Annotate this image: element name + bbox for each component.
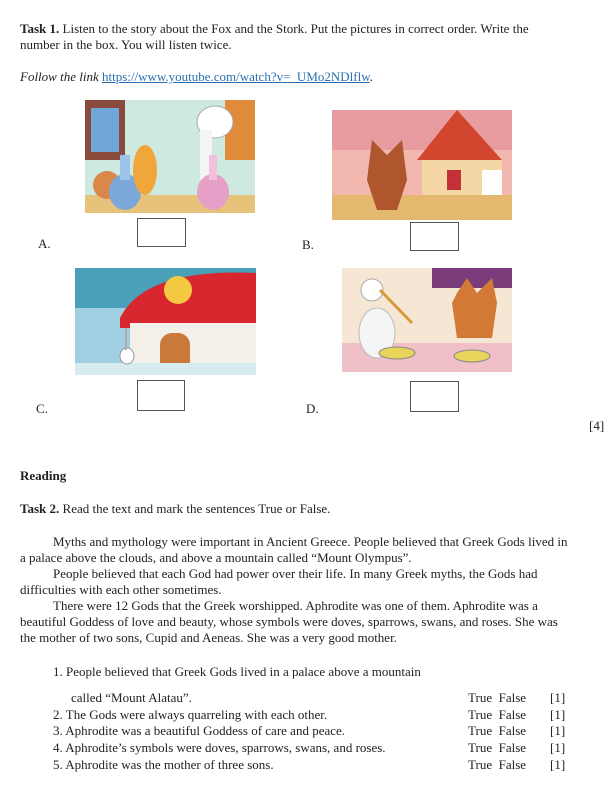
paragraph-line: difficulties with each other sometimes.	[20, 582, 222, 597]
paragraph-line: the mother of two sons, Cupid and Aeneas. She was a very good mother.	[20, 630, 397, 645]
answer-box-a[interactable]	[137, 218, 186, 247]
task1-instructions	[20, 21, 529, 37]
link-suffix: .	[369, 69, 373, 84]
statement-2-text: 2. The Gods were always quarreling with each other.	[53, 707, 328, 722]
youtube-link[interactable]: https://www.youtube.com/watch?v=_UMo2NDlflw	[101, 69, 370, 84]
picture-b-illustration	[332, 110, 512, 220]
false-option[interactable]: False	[498, 740, 527, 755]
picture-label-b: B.	[302, 237, 314, 252]
answer-box-d[interactable]	[410, 381, 459, 412]
picture-label-a: A.	[38, 236, 51, 251]
paragraph-line: beautiful Goddess of love and beauty, whose symbols were doves, sparrows, swans, and roses. She was	[20, 614, 558, 629]
answer-box-c[interactable]	[137, 380, 185, 411]
picture-b-fox-at-house	[332, 110, 512, 220]
task1-label: Task 1.	[20, 21, 60, 36]
task2-label: Task 2.	[20, 501, 60, 516]
picture-d-stork-and-fox-dinner	[342, 268, 512, 372]
task1-text-line2: number in the box. You will listen twice.	[20, 37, 232, 52]
statement-1-text-cont: called “Mount Alatau”.	[71, 690, 192, 705]
task1-text-line1: Listen to the story about the Fox and the Stork. Put the pictures in correct order. Write the	[62, 21, 529, 36]
picture-a-illustration	[85, 100, 255, 213]
true-option[interactable]: True	[468, 723, 493, 738]
true-option[interactable]: True	[468, 740, 493, 755]
follow-link-line	[20, 69, 373, 85]
statement-5-text: 5. Aphrodite was the mother of three sons.	[53, 757, 274, 772]
true-option[interactable]: True	[468, 757, 493, 772]
task2-instructions	[20, 501, 330, 517]
statement-mark: [1]	[550, 757, 566, 772]
answer-box-b[interactable]	[410, 222, 459, 251]
false-option[interactable]: False	[498, 757, 527, 772]
follow-prefix: Follow the link	[20, 69, 99, 84]
task1-marks: [4]	[589, 418, 605, 433]
statement-mark: [1]	[550, 740, 566, 755]
statement-mark: [1]	[550, 707, 566, 722]
picture-label-c: C.	[36, 401, 48, 416]
false-option[interactable]: False	[498, 723, 527, 738]
false-option[interactable]: False	[498, 690, 527, 705]
picture-d-illustration	[342, 268, 512, 372]
picture-a-fox-and-stork-vases	[85, 100, 255, 213]
true-option[interactable]: True	[468, 707, 493, 722]
picture-label-d: D.	[306, 401, 319, 416]
reading-heading: Reading	[20, 468, 67, 483]
paragraph-line: There were 12 Gods that the Greek worshipped. Aphrodite was one of them. Aphrodite was a	[53, 598, 538, 613]
picture-c-stork-at-house	[75, 268, 256, 375]
task2-text: Read the text and mark the sentences True or False.	[62, 501, 331, 516]
true-option[interactable]: True	[468, 690, 493, 705]
statement-mark: [1]	[550, 723, 566, 738]
picture-c-illustration	[75, 268, 256, 375]
statement-mark: [1]	[550, 690, 566, 705]
statement-3-text: 3. Aphrodite was a beautiful Goddess of care and peace.	[53, 723, 346, 738]
false-option[interactable]: False	[498, 707, 527, 722]
statement-4-text: 4. Aphrodite’s symbols were doves, sparrows, swans, and roses.	[53, 740, 386, 755]
paragraph-line: a palace above the clouds, and above a mountain called “Mount Olympus”.	[20, 550, 412, 565]
statement-1-text: 1. People believed that Greek Gods lived in a palace above a mountain	[53, 664, 421, 679]
paragraph-line: People believed that each God had power over their life. In many Greek myths, the Gods had	[53, 566, 538, 581]
paragraph-line: Myths and mythology were important in Ancient Greece. People believed that Greek Gods lived in	[53, 534, 568, 549]
